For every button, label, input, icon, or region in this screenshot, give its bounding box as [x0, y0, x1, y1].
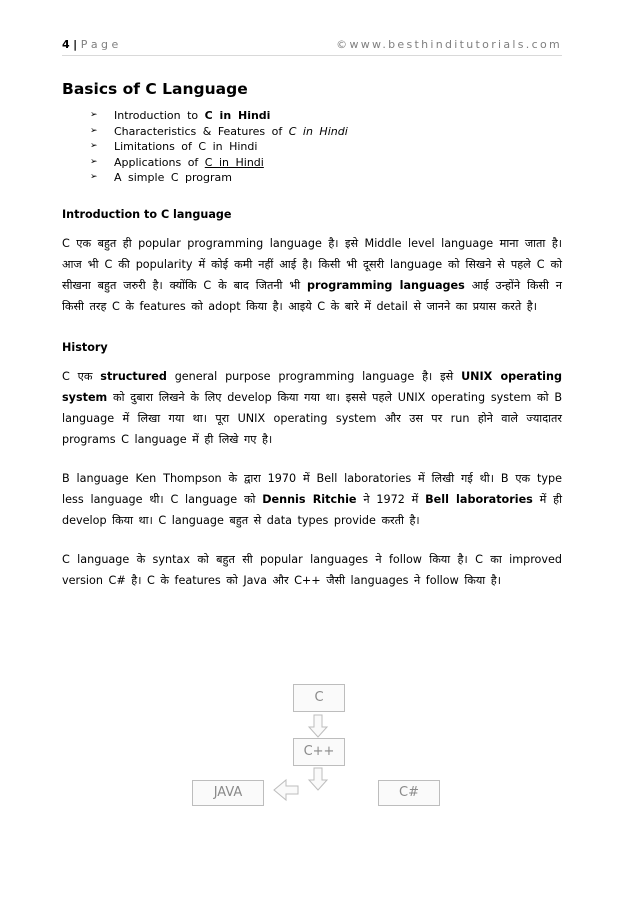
header-divider: [62, 55, 562, 56]
arrow-bullet-icon: ➢: [90, 172, 98, 182]
toc-item[interactable]: ➢ Introduction to C in Hindi: [90, 109, 271, 122]
section-heading-history: History: [62, 340, 108, 354]
page-header: [62, 38, 562, 54]
arrow-c-to-cpp: [309, 715, 327, 737]
intro-paragraph: C एक बहुत ही popular programming language है। इसे Middle level language माना जाता है। आज भी C की popularity में कोई कमी नहीं आई है। किसी भी दूसरी language को सिखने से पहले C को सीखना बहुत जरुरी है। क्योंकि C के बाद जितनी भी programming languages आई उन्होंने किसी न किसी तरह C के features को adopt किया है। आइये C के बारे में detail से जानने का प्रयास करते है।: [62, 236, 563, 313]
arrow-bullet-icon: ➢: [90, 156, 98, 167]
arrow-cpp-to-csharp: [309, 768, 327, 790]
arrow-bullet-icon: ➢: [90, 125, 98, 136]
site-name: ©www.besthinditutorials.com: [336, 38, 562, 51]
arrow-bullet-icon: ➢: [90, 141, 98, 151]
toc-item[interactable]: ➢ Characteristics & Features of C in Hindi: [90, 124, 348, 138]
page-number: 4 | P a g e: [62, 38, 119, 51]
document-body: [62, 80, 562, 609]
toc-item[interactable]: ➢ A simple C program: [90, 171, 232, 184]
diagram-node-cpp: C++: [293, 738, 345, 766]
diagram-node-c: C: [293, 684, 345, 712]
diagram-node-csharp: C#: [378, 780, 440, 806]
language-family-diagram: [190, 682, 460, 812]
section-heading-introduction: Introduction to C language: [62, 207, 232, 221]
arrow-bullet-icon: ➢: [90, 110, 98, 120]
page-title: Basics of C Language: [62, 80, 248, 98]
history-paragraph-3: C language के syntax को बहुत सी popular languages ने follow किया है। C का improved version C# है। C के features को Java और C++ जैसी languages ने follow किया है।: [62, 552, 562, 587]
history-paragraph-1: C एक structured general purpose programming language है। इसे UNIX operating system को दुबारा लिखने के लिए develop किया गया था। इससे पहले UNIX operating system को B language में लिखा गया था। पूरा UNIX operating system और उस पर run होने वाले ज्यादातर programs C language में ही लिखे गए है।: [62, 369, 562, 446]
toc-item[interactable]: ➢ Applications of C in Hindi: [90, 155, 264, 169]
arrow-cpp-to-java: [274, 780, 298, 800]
table-of-contents: [90, 108, 562, 186]
diagram-node-java: JAVA: [192, 780, 264, 806]
toc-item[interactable]: ➢ Limitations of C in Hindi: [90, 140, 258, 153]
history-paragraph-2: B language Ken Thompson के द्वारा 1970 में Bell laboratories में लिखी गई थी। B एक type less language थी। C language को Dennis Ritchie ने 1972 में Bell laboratories में ही develop किया था। C language बहुत से data types provide करती है।: [62, 471, 562, 527]
